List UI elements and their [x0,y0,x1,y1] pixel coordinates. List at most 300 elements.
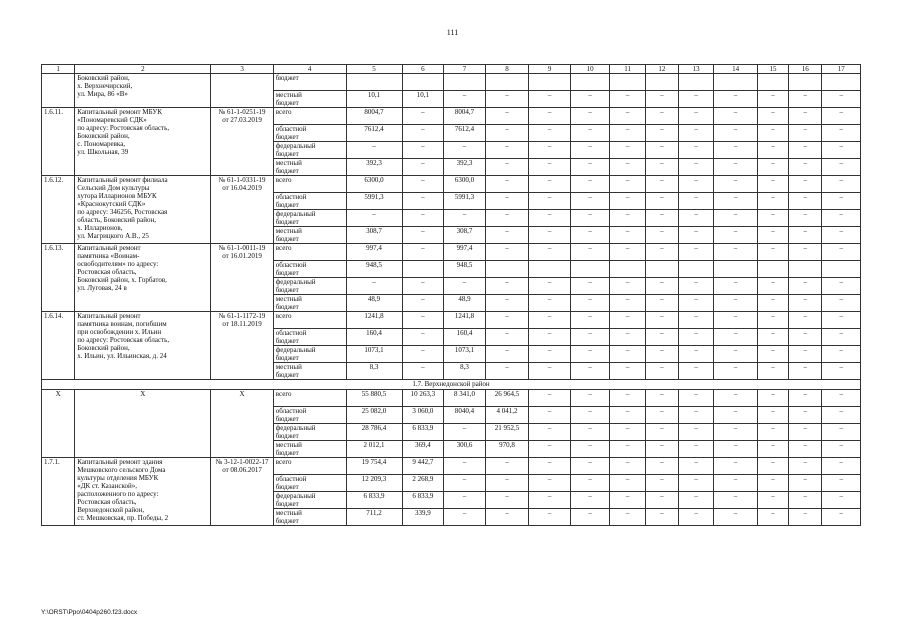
value-cell: – [822,193,861,210]
value-cell: – [529,407,571,424]
value-cell: – [679,441,714,458]
expertise-document: № 61-1-0011-19 от 16.01.2019 [211,244,273,312]
value-cell: – [485,475,529,492]
value-cell: – [822,210,861,227]
value-cell: 3 060,0 [402,407,444,424]
expertise-document [211,74,273,108]
value-cell: – [444,475,486,492]
value-cell: – [679,424,714,441]
entry-number: 1.6.12. [42,176,75,244]
value-cell: – [610,193,645,210]
value-cell: 8004,7 [444,108,486,125]
value-cell: – [789,492,822,509]
value-cell: 711,2 [346,509,402,526]
value-cell: – [529,142,571,159]
column-header: 6 [402,65,444,74]
value-cell: – [679,346,714,363]
value-cell: – [529,295,571,312]
value-cell: – [570,142,609,159]
value-cell: – [570,475,609,492]
value-cell: – [485,244,529,261]
value-cell: – [610,91,645,108]
value-cell: – [610,227,645,244]
column-header: 8 [485,65,529,74]
value-cell: – [822,509,861,526]
expertise-document: № 61-1-0251-19 от 27.03.2019 [211,108,273,176]
value-cell: – [822,441,861,458]
expertise-document: X [211,390,273,458]
value-cell: – [679,492,714,509]
value-cell: – [444,278,486,295]
value-cell: – [714,244,758,261]
funding-source: всего [273,176,346,193]
value-cell [679,74,714,91]
value-cell: 6 833,9 [346,492,402,509]
funding-source: федеральный бюджет [273,278,346,295]
value-cell: – [789,329,822,346]
value-cell: – [444,210,486,227]
value-cell: 4 041,2 [485,407,529,424]
value-cell: – [679,390,714,407]
value-cell: – [645,176,678,193]
value-cell: – [485,210,529,227]
value-cell: 1241,8 [346,312,402,329]
value-cell [822,261,861,278]
value-cell: – [789,295,822,312]
value-cell: – [757,210,788,227]
value-cell: – [757,193,788,210]
value-cell: – [444,509,486,526]
value-cell [714,74,758,91]
value-cell: – [529,125,571,142]
value-cell: – [610,125,645,142]
funding-source: областной бюджет [273,475,346,492]
value-cell: – [714,210,758,227]
value-cell: – [822,227,861,244]
value-cell: – [485,108,529,125]
value-cell: – [714,193,758,210]
expertise-document: № 3-12-1-0022-17 от 08.06.2017 [211,458,273,526]
value-cell: – [570,407,609,424]
value-cell: – [529,475,571,492]
value-cell: – [570,363,609,380]
value-cell: – [529,91,571,108]
column-header: 12 [645,65,678,74]
value-cell: – [485,142,529,159]
value-cell: – [570,278,609,295]
value-cell: – [346,278,402,295]
value-cell: – [570,390,609,407]
column-header: 11 [610,65,645,74]
value-cell: – [757,295,788,312]
value-cell [822,74,861,91]
value-cell: 160,4 [444,329,486,346]
value-cell: 28 786,4 [346,424,402,441]
value-cell: – [485,159,529,176]
value-cell: – [529,441,571,458]
column-header: 2 [75,65,211,74]
value-cell: – [645,142,678,159]
value-cell: 6300,0 [444,176,486,193]
funding-source: федеральный бюджет [273,492,346,509]
value-cell: – [645,509,678,526]
value-cell: 6 833,9 [402,492,444,509]
value-cell: – [679,295,714,312]
value-cell [679,261,714,278]
value-cell: – [679,227,714,244]
value-cell [714,261,758,278]
column-header: 17 [822,65,861,74]
table-row [42,108,861,125]
value-cell: 48,9 [444,295,486,312]
value-cell: – [402,329,444,346]
value-cell: 7612,4 [346,125,402,142]
value-cell: 5991,3 [444,193,486,210]
value-cell: 7612,4 [444,125,486,142]
value-cell: – [679,108,714,125]
value-cell: – [714,278,758,295]
value-cell: 25 082,0 [346,407,402,424]
value-cell: 160,4 [346,329,402,346]
value-cell: – [485,312,529,329]
value-cell: 970,8 [485,441,529,458]
value-cell: – [402,159,444,176]
value-cell: – [402,193,444,210]
value-cell: – [645,295,678,312]
value-cell: – [610,329,645,346]
value-cell: – [485,193,529,210]
value-cell: – [714,312,758,329]
value-cell: – [679,407,714,424]
value-cell: 8,3 [346,363,402,380]
value-cell: – [714,227,758,244]
value-cell: – [610,424,645,441]
value-cell: – [789,424,822,441]
value-cell: – [610,475,645,492]
value-cell: – [570,346,609,363]
funding-source: местный бюджет [273,509,346,526]
object-name: Капитальный ремонт филиала Сельский Дом культуры хутора Илларионов МБУК «Краснокутский СДК» по адресу: 346256, Ростовская область, Боковский район, х. Илларионов, ул. Магрицкого А.В., 25 [75,176,211,244]
value-cell: – [789,509,822,526]
value-cell: – [679,312,714,329]
value-cell: – [610,441,645,458]
value-cell: – [645,108,678,125]
value-cell: – [679,278,714,295]
value-cell: – [789,407,822,424]
value-cell: – [610,492,645,509]
value-cell: – [714,441,758,458]
value-cell: – [610,176,645,193]
value-cell: 997,4 [346,244,402,261]
value-cell: – [529,458,571,475]
value-cell: – [402,278,444,295]
value-cell: – [822,390,861,407]
value-cell: – [757,91,788,108]
value-cell: – [610,312,645,329]
column-header: 13 [679,65,714,74]
value-cell: – [570,125,609,142]
value-cell: 339,9 [402,509,444,526]
value-cell: – [444,458,486,475]
value-cell: – [529,159,571,176]
value-cell: 26 964,5 [485,390,529,407]
value-cell: – [610,210,645,227]
value-cell: – [346,142,402,159]
value-cell: – [714,142,758,159]
value-cell: – [570,210,609,227]
value-cell [529,261,571,278]
funding-source: местный бюджет [273,91,346,108]
value-cell: – [610,407,645,424]
value-cell: – [645,227,678,244]
value-cell: – [679,475,714,492]
expertise-document: № 61-1-1172-19 от 18.11.2019 [211,312,273,380]
funding-source: местный бюджет [273,159,346,176]
value-cell: – [645,312,678,329]
value-cell: – [757,108,788,125]
value-cell: 948,5 [346,261,402,278]
value-cell: – [444,91,486,108]
funding-source: бюджет [273,74,346,91]
value-cell: 300,6 [444,441,486,458]
value-cell: 948,5 [444,261,486,278]
value-cell [757,261,788,278]
value-cell: – [485,91,529,108]
value-cell: 1241,8 [444,312,486,329]
funding-source: федеральный бюджет [273,346,346,363]
value-cell: – [679,329,714,346]
object-name: X [75,390,211,458]
value-cell: 48,9 [346,295,402,312]
value-cell: – [679,244,714,261]
funding-source: местный бюджет [273,227,346,244]
value-cell: 10,1 [402,91,444,108]
value-cell: – [570,295,609,312]
value-cell: 2 268,9 [402,475,444,492]
value-cell: – [645,91,678,108]
value-cell: – [714,492,758,509]
value-cell: – [570,492,609,509]
funding-source: всего [273,108,346,125]
funding-source: местный бюджет [273,441,346,458]
column-header-row [42,65,861,74]
value-cell [645,74,678,91]
value-cell: – [714,125,758,142]
value-cell [757,74,788,91]
value-cell: – [757,475,788,492]
column-header: 5 [346,65,402,74]
value-cell: – [529,210,571,227]
value-cell: – [757,244,788,261]
value-cell: – [444,424,486,441]
value-cell: – [714,176,758,193]
value-cell: – [645,363,678,380]
value-cell: 2 012,1 [346,441,402,458]
value-cell: – [570,159,609,176]
value-cell: – [789,458,822,475]
value-cell [444,74,486,91]
value-cell: – [610,159,645,176]
value-cell: 1073,1 [444,346,486,363]
value-cell: – [789,312,822,329]
value-cell: – [822,278,861,295]
value-cell: – [714,329,758,346]
expertise-document: № 61-1-0331-19 от 16.04.2019 [211,176,273,244]
value-cell: – [714,424,758,441]
object-name: Капитальный ремонт памятника «Воинам- освободителям» по адресу: Ростовская область, Боковский район, х. Горбатов, ул. Луговая, 24 в [75,244,211,312]
value-cell: – [402,312,444,329]
value-cell: – [789,176,822,193]
value-cell: – [645,193,678,210]
value-cell [789,74,822,91]
value-cell: – [610,278,645,295]
value-cell: – [757,407,788,424]
value-cell: – [757,312,788,329]
value-cell: – [714,390,758,407]
value-cell: – [610,363,645,380]
value-cell: – [822,312,861,329]
entry-number: 1.6.14. [42,312,75,380]
value-cell [610,74,645,91]
value-cell: – [529,509,571,526]
value-cell: – [714,346,758,363]
value-cell: – [679,176,714,193]
value-cell: – [757,142,788,159]
value-cell: – [485,329,529,346]
value-cell: – [485,125,529,142]
value-cell: – [570,329,609,346]
value-cell: – [485,295,529,312]
value-cell: – [645,244,678,261]
value-cell: – [402,108,444,125]
value-cell: – [757,278,788,295]
column-header: 4 [273,65,346,74]
value-cell: 392,3 [444,159,486,176]
funding-source: областной бюджет [273,193,346,210]
value-cell: – [529,278,571,295]
table-row [42,74,861,91]
table-row [42,176,861,193]
value-cell: – [444,142,486,159]
value-cell: – [679,159,714,176]
value-cell: – [402,176,444,193]
value-cell: – [402,244,444,261]
value-cell: – [570,509,609,526]
value-cell: – [822,458,861,475]
funding-source: федеральный бюджет [273,424,346,441]
value-cell: – [529,108,571,125]
value-cell: – [757,424,788,441]
value-cell: – [645,346,678,363]
value-cell: – [714,108,758,125]
funding-source: всего [273,458,346,475]
value-cell: – [529,346,571,363]
value-cell: – [714,363,758,380]
value-cell: – [714,407,758,424]
value-cell: – [570,176,609,193]
funding-source: федеральный бюджет [273,210,346,227]
value-cell: – [822,346,861,363]
value-cell: – [679,142,714,159]
value-cell: – [822,295,861,312]
value-cell: – [789,475,822,492]
value-cell: – [714,475,758,492]
value-cell [570,74,609,91]
value-cell: – [570,227,609,244]
table-row [42,244,861,261]
value-cell [529,74,571,91]
value-cell: – [714,295,758,312]
entry-number: X [42,390,75,458]
value-cell: – [679,210,714,227]
table-row [42,390,861,407]
value-cell: – [610,244,645,261]
value-cell: – [485,346,529,363]
value-cell: – [679,125,714,142]
value-cell: – [757,227,788,244]
value-cell: – [822,176,861,193]
value-cell: – [679,193,714,210]
value-cell: – [757,176,788,193]
value-cell: – [757,509,788,526]
value-cell: – [570,441,609,458]
footer-file-path: Y:\ORST\Ppo\0404p260.f23.docx [41,609,138,616]
value-cell: – [645,458,678,475]
value-cell: 6300,0 [346,176,402,193]
value-cell: 8004,7 [346,108,402,125]
value-cell: 369,4 [402,441,444,458]
value-cell: – [822,244,861,261]
value-cell: – [529,492,571,509]
value-cell: – [757,329,788,346]
column-header: 16 [789,65,822,74]
value-cell: – [570,244,609,261]
column-header: 14 [714,65,758,74]
value-cell: – [679,363,714,380]
value-cell: 308,7 [346,227,402,244]
value-cell: – [822,108,861,125]
value-cell: – [645,159,678,176]
funding-source: местный бюджет [273,295,346,312]
value-cell: – [645,407,678,424]
value-cell: – [645,441,678,458]
value-cell: 308,7 [444,227,486,244]
value-cell: 5991,3 [346,193,402,210]
value-cell: 392,3 [346,159,402,176]
value-cell: – [645,125,678,142]
funding-source: всего [273,312,346,329]
value-cell: – [789,346,822,363]
column-header: 9 [529,65,571,74]
value-cell: – [789,441,822,458]
column-header: 3 [211,65,273,74]
value-cell: – [529,312,571,329]
column-header: 10 [570,65,609,74]
value-cell: – [757,458,788,475]
value-cell [485,261,529,278]
value-cell: – [610,458,645,475]
value-cell: – [789,142,822,159]
funding-source: всего [273,244,346,261]
value-cell: – [610,108,645,125]
value-cell: – [610,346,645,363]
object-name: Капитальный ремонт памятника воинам, погибшим при освобождении х. Ильин по адресу: Ростовская область, Боковский район, х. Ильин, ул. Ильинская, д. 24 [75,312,211,380]
funding-source: областной бюджет [273,125,346,142]
value-cell: – [822,475,861,492]
value-cell: – [346,210,402,227]
value-cell: – [570,424,609,441]
entry-number: 1.6.11. [42,108,75,176]
